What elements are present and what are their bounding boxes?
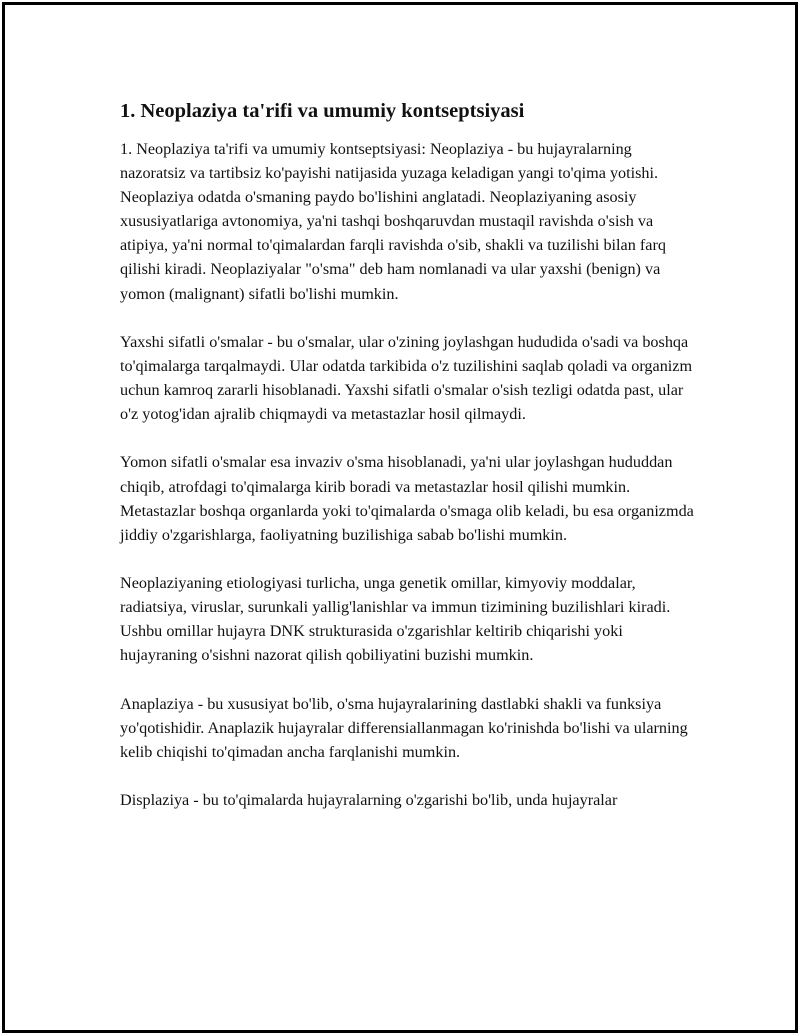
paragraph-malignant-tumors: Yomon sifatli o'smalar esa invaziv o'sma hisoblanadi, ya'ni ular joylashgan hududdan chiqib, atrofdagi to'qimalarga kirib boradi va metastazlar hosil qilishi mumkin. Metastazlar boshqa organlarda yoki to'qimalarda o'smaga olib keladi, bu esa organizmda jiddiy o'zgarishlarga, faoliyatning buzilishiga sabab bo'lishi mumkin. xyxy=(120,453,694,544)
paragraph-etiology: Neoplaziyaning etiologiyasi turlicha, unga genetik omillar, kimyoviy moddalar, radiatsiya, viruslar, surunkali yallig'lanishlar va immun tizimining buzilishlari kiradi. Ushbu omillar hujayra DNK strukturasida o'zgarishlar keltirib chiqarishi yoki hujayraning o'sishni nazorat qilish qobiliyatini buzishi mumkin. xyxy=(120,573,671,665)
paragraph-definition: 1. Neoplaziya ta'rifi va umumiy kontseptsiyasi: Neoplaziya - bu hujayralarning nazoratsiz va tartibsiz ko'payishi natijasida yuzaga keladigan yangi to'qima yotishi. Neoplaziya odatda o'smaning paydo bo'lishini anglatadi. Neoplaziyaning asosiy xususiyatlariga avtonomiya, ya'ni tashqi boshqaruvdan mustaqil ravishda o'sish va atipiya, ya'ni normal to'qimalardan farqli ravishda o'sib, shakli va tuzilishi bilan farq qilishi kiradi. Neoplaziyalar "o'sma" deb ham nomlanadi va ular yaxshi (benign) va yomon (malignant) sifatli bo'lishi mumkin. xyxy=(120,140,666,303)
paragraph-dysplasia: Displaziya - bu to'qimalarda hujayralarning o'zgarishi bo'lib, unda hujayralar xyxy=(120,791,618,809)
paragraph-benign-tumors: Yaxshi sifatli o'smalar - bu o'smalar, ular o'zining joylashgan hududida o'sadi va boshqa to'qimalarga tarqalmaydi. Ular odatda tarkibida o'z tuzilishini saqlab qoladi va organizm uchun kamroq zararli hisoblanadi. Yaxshi sifatli o'smalar o'sish tezligi odatda past, ular o'z yotog'idan ajralib chiqmaydi va metastazlar hosil qilmaydi. xyxy=(120,332,693,424)
section-heading: 1. Neoplaziya ta'rifi va umumiy kontseptsiyasi xyxy=(120,100,525,122)
document-body xyxy=(120,97,695,836)
document-page xyxy=(2,2,798,1033)
paragraph-anaplasia: Anaplaziya - bu xususiyat bo'lib, o'sma hujayralarining dastlabki shakli va funksiya yo'qotishidir. Anaplazik hujayralar differensiallanmagan ko'rinishda bo'lishi va ularning kelib chiqishi to'qimadan ancha farqlanishi mumkin. xyxy=(120,694,688,761)
